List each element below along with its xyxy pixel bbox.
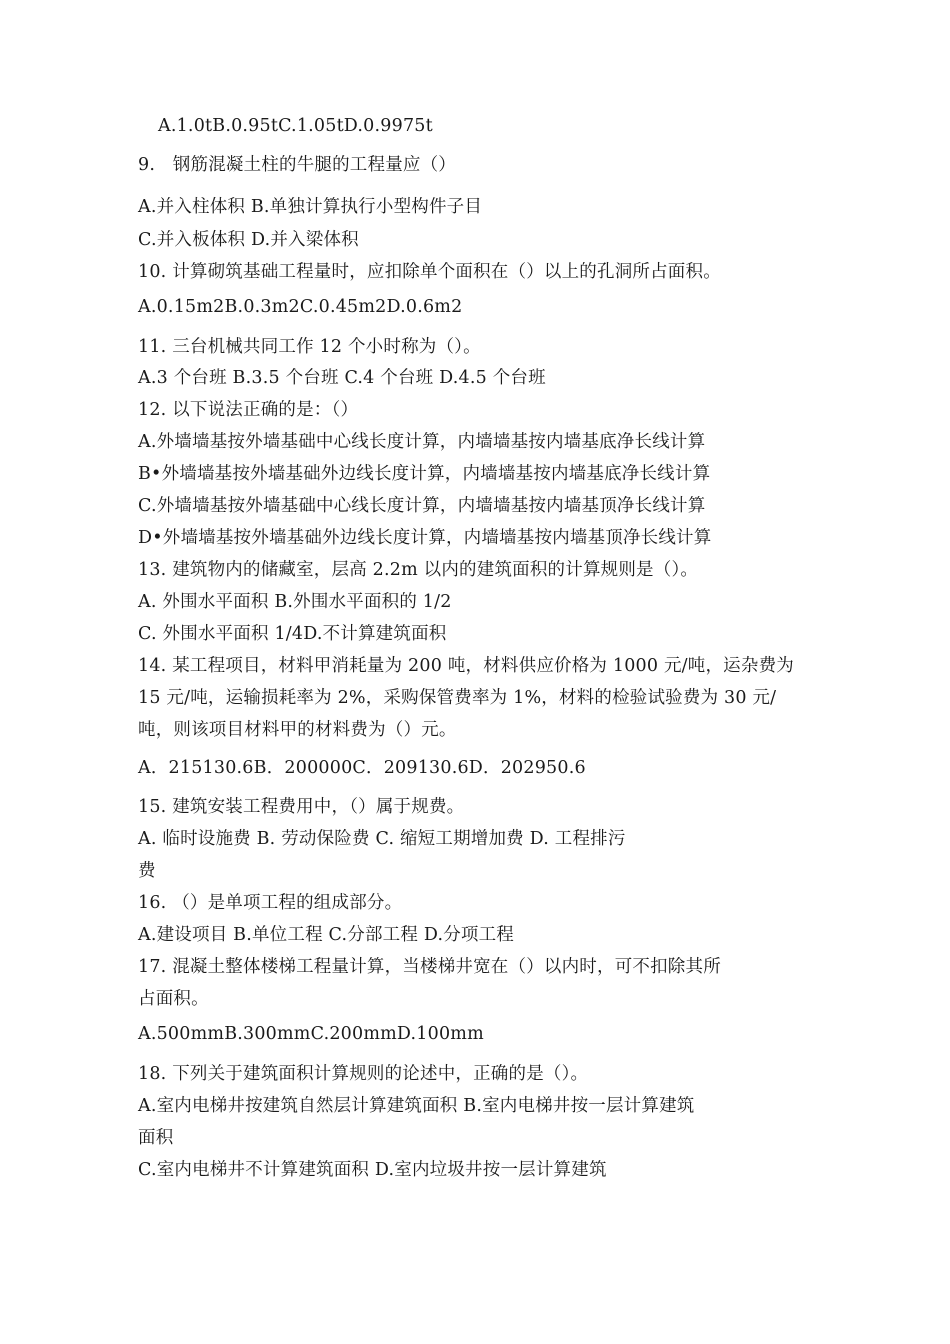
q12-option-a: A.外墙墙基按外墙基础中心线长度计算，内墙墙基按内墙基底净长线计算 <box>138 432 706 452</box>
q18-options-line2: 面积 <box>138 1128 174 1148</box>
q17-stem-line1: 17. 混凝土整体楼梯工程量计算，当楼梯井宽在（）以内时，可不扣除其所 <box>138 957 721 977</box>
q11-options: A.3 个台班 B.3.5 个台班 C.4 个台班 D.4.5 个台班 <box>138 368 546 388</box>
q9-options-ab: A.并入柱体积 B.单独计算执行小型构件子目 <box>138 197 483 217</box>
q11-stem: 11. 三台机械共同工作 12 个小时称为（）。 <box>138 337 481 357</box>
q13-stem: 13. 建筑物内的储藏室，层高 2.2m 以内的建筑面积的计算规则是（）。 <box>138 560 699 580</box>
q16-options: A.建设项目 B.单位工程 C.分部工程 D.分项工程 <box>138 925 515 945</box>
q15-options-line1: A. 临时设施费 B. 劳动保险费 C. 缩短工期增加费 D. 工程排污 <box>138 829 626 849</box>
q18-stem: 18. 下列关于建筑面积计算规则的论述中，正确的是（）。 <box>138 1064 589 1084</box>
q18-options-line1: A.室内电梯井按建筑自然层计算建筑面积 B.室内电梯井按一层计算建筑 <box>138 1096 695 1116</box>
q13-options-cd: C. 外围水平面积 1/4D.不计算建筑面积 <box>138 624 447 644</box>
q17-options: A.500mmB.300mmC.200mmD.100mm <box>138 1024 484 1044</box>
q13-options-ab: A. 外围水平面积 B.外围水平面积的 1/2 <box>138 592 452 612</box>
q15-options-line2: 费 <box>138 861 156 881</box>
q8-options: A.1.0tB.0.95tC.1.05tD.0.9975t <box>158 116 433 136</box>
q10-stem: 10. 计算砌筑基础工程量时，应扣除单个面积在（）以上的孔洞所占面积。 <box>138 262 721 282</box>
q12-option-b: B•外墙墙基按外墙基础外边线长度计算，内墙墙基按内墙基底净长线计算 <box>138 464 711 484</box>
q12-option-d: D•外墙墙基按外墙基础外边线长度计算，内墙墙基按内墙基顶净长线计算 <box>138 528 712 548</box>
q12-stem: 12. 以下说法正确的是：（） <box>138 400 359 420</box>
q15-stem: 15. 建筑安装工程费用中，（）属于规费。 <box>138 797 465 817</box>
q10-options: A.0.15m2B.0.3m2C.0.45m2D.0.6m2 <box>138 297 463 317</box>
q12-option-c: C.外墙墙基按外墙基础中心线长度计算，内墙墙基按内墙基顶净长线计算 <box>138 496 706 516</box>
q16-stem: 16. （）是单项工程的组成部分。 <box>138 893 403 913</box>
q14-options: A．215130.6B．200000C．209130.6D．202950.6 <box>138 758 586 778</box>
q14-stem-line3: 吨，则该项目材料甲的材料费为（）元。 <box>138 720 457 740</box>
q18-options-line3: C.室内电梯井不计算建筑面积 D.室内垃圾井按一层计算建筑 <box>138 1160 607 1180</box>
q9-stem: 9. 钢筋混凝土柱的牛腿的工程量应（） <box>138 155 456 175</box>
q9-options-cd: C.并入板体积 D.并入梁体积 <box>138 230 359 250</box>
q17-stem-line2: 占面积。 <box>138 989 209 1009</box>
q14-stem-line1: 14. 某工程项目，材料甲消耗量为 200 吨，材料供应价格为 1000 元/吨，运杂费为 <box>138 656 794 676</box>
q14-stem-line2: 15 元/吨，运输损耗率为 2%，采购保管费率为 1%，材料的检验试验费为 30 元/ <box>138 688 777 708</box>
